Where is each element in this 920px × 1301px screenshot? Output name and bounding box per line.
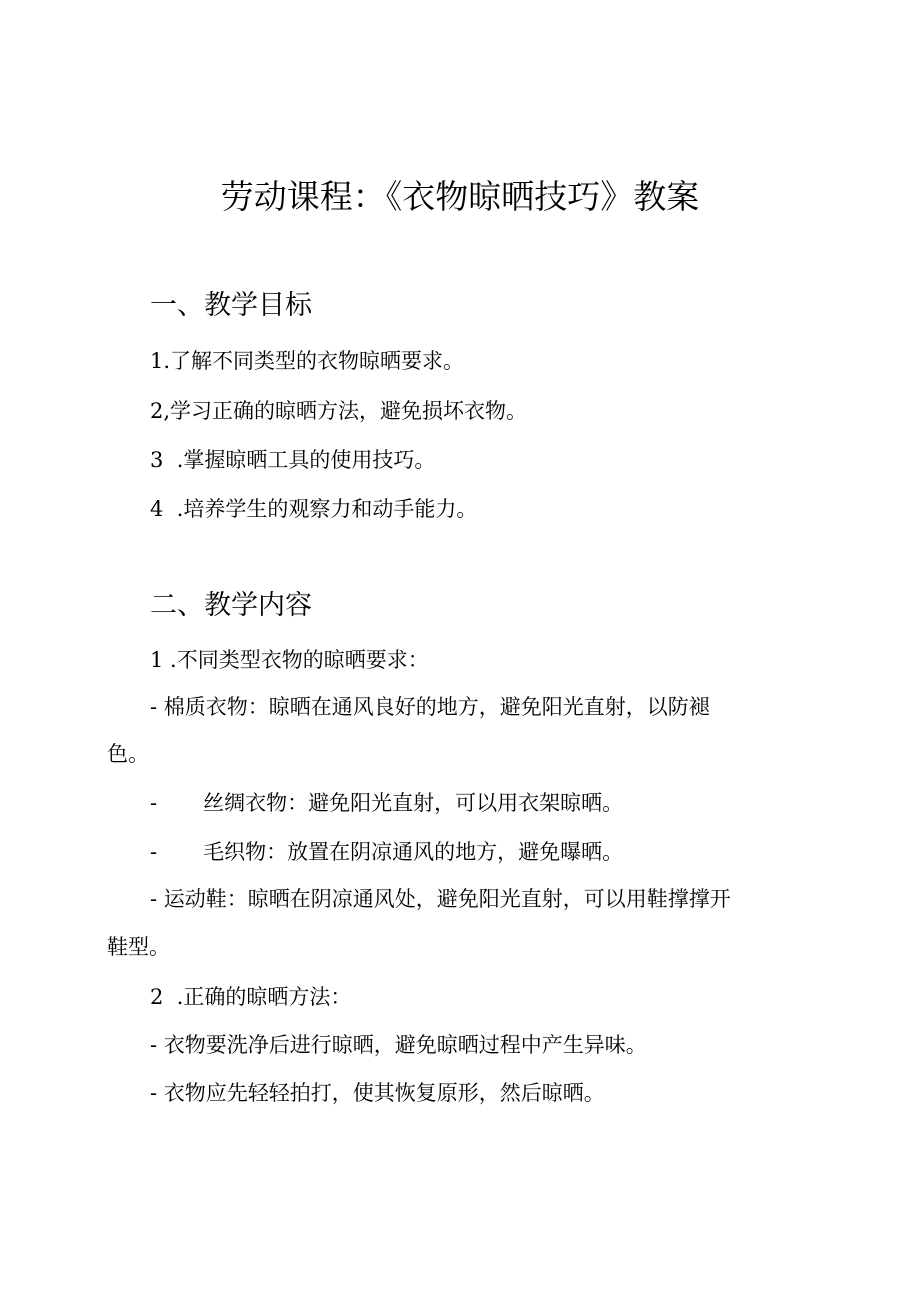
content-silk-line — [150, 788, 623, 818]
objective-item-3: 3 .掌握晾晒工具的使用技巧。 — [150, 448, 436, 472]
list-dash: - — [150, 840, 158, 864]
content-cotton-line-1: - 棉质衣物：晾晒在通风良好的地方，避免阳光直射，以防褪 — [150, 695, 710, 719]
content-shoes-line-2: 鞋型。 — [107, 935, 170, 959]
objective-item-1: 1.了解不同类型的衣物晾晒要求。 — [150, 349, 465, 373]
content-method-2: - 衣物应先轻轻拍打，使其恢复原形，然后晾晒。 — [150, 1081, 605, 1105]
content-subheading-2: 2 .正确的晾晒方法： — [150, 985, 352, 1009]
content-subheading-1: 1 .不同类型衣物的晾晒要求： — [150, 648, 429, 672]
content-cotton-line-2: 色。 — [107, 742, 149, 766]
content-method-1: - 衣物要洗净后进行晾晒，避免晾晒过程中产生异味。 — [150, 1033, 647, 1057]
list-dash: - — [150, 791, 158, 815]
section-heading-content: 二、教学内容 — [150, 590, 312, 621]
section-heading-objectives: 一、教学目标 — [150, 290, 312, 321]
content-shoes-line-1: - 运动鞋：晾晒在阴凉通风处，避免阳光直射，可以用鞋撑撑开 — [150, 887, 731, 911]
objective-item-2: 2,学习正确的晾晒方法，避免损坏衣物。 — [150, 399, 528, 423]
objective-item-4: 4 .培养学生的观察力和动手能力。 — [150, 497, 478, 521]
document-title: 劳动课程：《衣物晾晒技巧》教案 — [220, 177, 700, 216]
content-wool-line — [150, 837, 623, 867]
content-wool-text: 毛织物：放置在阴凉通风的地方，避免曝晒。 — [203, 840, 624, 864]
content-silk-text: 丝绸衣物：避免阳光直射，可以用衣架晾晒。 — [203, 791, 624, 815]
